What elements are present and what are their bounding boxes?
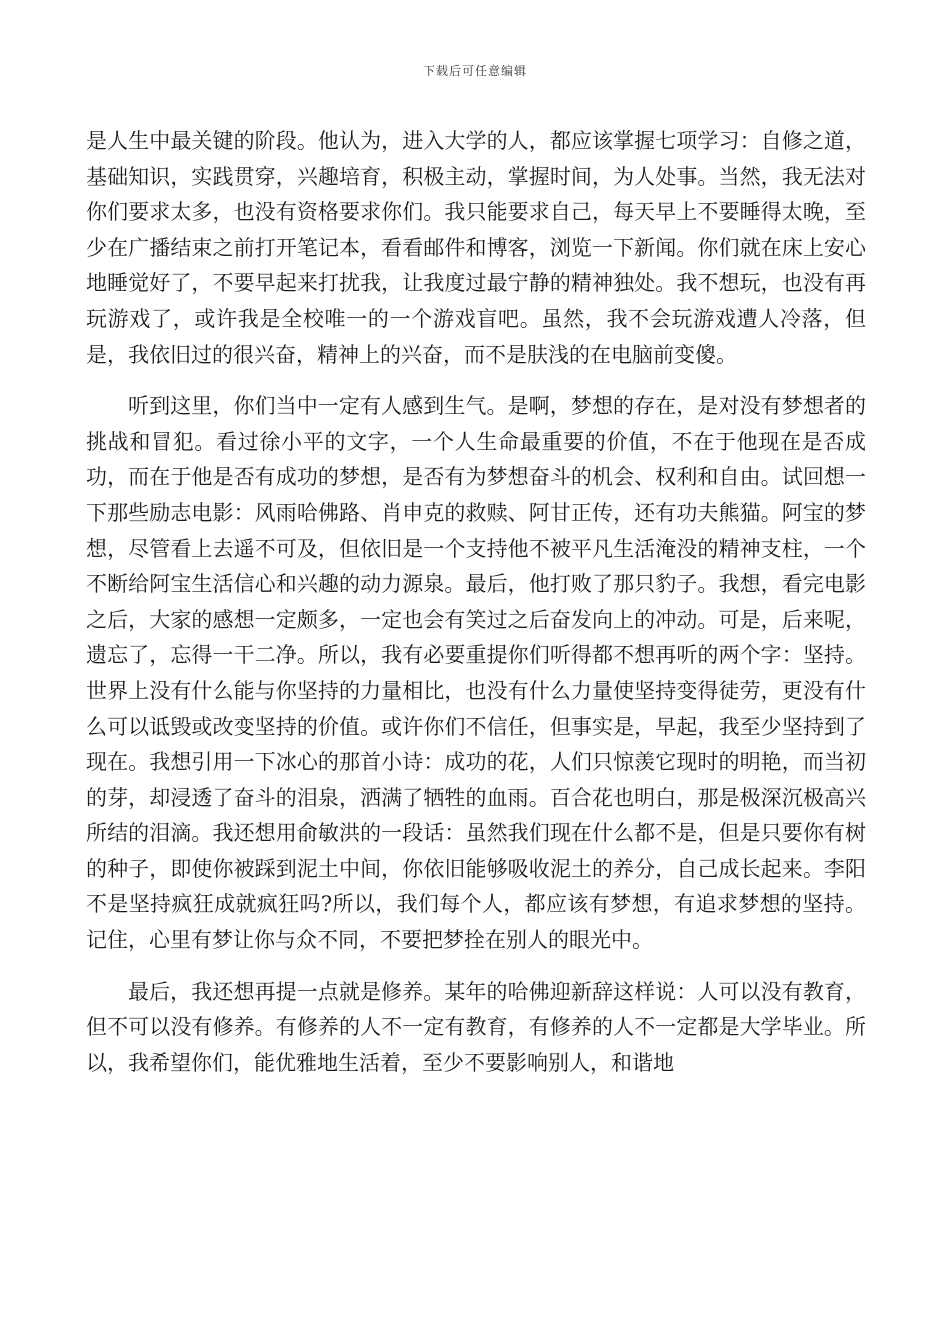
paragraph-2: 听到这里，你们当中一定有人感到生气。是啊，梦想的存在，是对没有梦想者的挑战和冒犯。看过徐小平的文字，一个人生命最重要的价值，不在于他现在是否成功，而在于他是否有成功的梦想，是否有为梦想奋斗的机会、权利和自由。试回想一下那些励志电影：风雨哈佛路、肖申克的救赎、阿甘正传，还有功夫熊猫。阿宝的梦想，尽管看上去遥不可及，但依旧是一个支持他不被平凡生活淹没的精神支柱，一个不断给阿宝生活信心和兴趣的动力源泉。最后，他打败了那只豹子。我想，看完电影之后，大家的感想一定颇多，一定也会有笑过之后奋发向上的冲动。可是，后来呢，遗忘了，忘得一干二净。所以，我有必要重提你们听得都不想再听的两个字：坚持。世界上没有什么能与你坚持的力量相比，也没有什么力量使坚持变得徒劳，更没有什么可以诋毁或改变坚持的价值。或许你们不信任，但事实是，早起，我至少坚持到了现在。我想引用一下冰心的那首小诗：成功的花，人们只惊羡它现时的明艳，而当初的芽，却浸透了奋斗的泪泉，洒满了牺牲的血雨。百合花也明白，那是极深沉极高兴所结的泪滴。我还想用俞敏洪的一段话：虽然我们现在什么都不是，但是只要你有树的种子，即使你被踩到泥土中间，你依旧能够吸收泥土的养分，自己成长起来。李阳不是坚持疯狂成就疯狂吗?所以，我们每个人，都应该有梦想，有追求梦想的坚持。记住，心里有梦让你与众不同，不要把梦拴在别人的眼光中。: [86, 394, 866, 953]
paragraph-1: 是人生中最关键的阶段。他认为，进入大学的人，都应该掌握七项学习：自修之道，基础知识，实践贯穿，兴趣培育，积极主动，掌握时间，为人处事。当然，我无法对你们要求太多，也没有资格要求你们。我只能要求自己，每天早上不要睡得太晚，至少在广播结束之前打开笔记本，看看邮件和博客，浏览一下新闻。你们就在床上安心地睡觉好了，不要早起来打扰我，让我度过最宁静的精神独处。我不想玩，也没有再玩游戏了，或许我是全校唯一的一个游戏盲吧。虽然，我不会玩游戏遭人冷落，但是，我依旧过的很兴奋，精神上的兴奋，而不是肤浅的在电脑前变傻。: [86, 129, 866, 367]
document-body: [86, 124, 866, 1081]
paragraph-3: 最后，我还想再提一点就是修养。某年的哈佛迎新辞这样说：人可以没有教育，但不可以没有修养。有修养的人不一定有教育，有修养的人不一定都是大学毕业。所以，我希望你们，能优雅地生活着，至少不要影响别人，和谐地: [86, 979, 866, 1075]
page-header: 下载后可任意编辑: [422, 64, 527, 78]
